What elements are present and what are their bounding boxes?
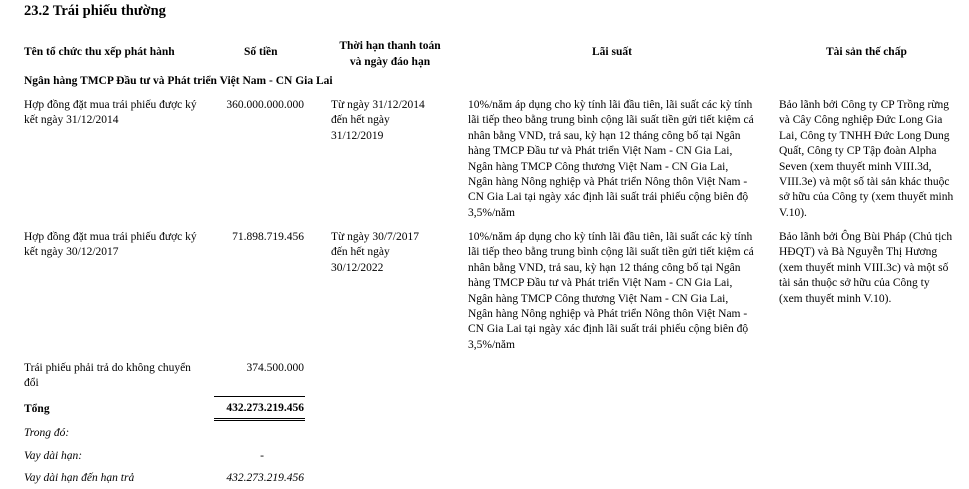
section-title: 23.2 Trái phiếu thường — [24, 3, 166, 19]
rate-line: 10%/năm áp dụng cho kỳ tính lãi đầu tiên, lãi suất các kỳ tính — [468, 99, 753, 111]
term-line: đến hết ngày — [331, 114, 390, 127]
collateral-line: Bảo lãnh bởi Ông Bùi Pháp (Chủ tịch — [779, 231, 953, 243]
rate-line: Ngân hàng Nông nghiệp và Phát triển Nông thôn Việt Nam - — [468, 176, 748, 189]
collateral-line: Quất, Công ty CP Tập đoàn Alpha — [779, 145, 937, 158]
due-label: Vay dài hạn đến hạn trả — [24, 472, 135, 484]
rate-line: 3,5%/năm — [468, 206, 515, 219]
row-2-issuer — [24, 230, 214, 261]
term-line: 31/12/2019 — [331, 129, 384, 142]
collateral-line: Bảo lãnh bởi Công ty CP Trồng rừng — [779, 99, 950, 111]
convertible-line: Trái phiếu phải trả do không chuyển — [24, 362, 191, 374]
issuer-line: kết ngày 31/12/2014 — [24, 114, 119, 127]
rate-line: Ngân hàng Nông nghiệp và Phát triển Nông thôn Việt Nam - — [468, 308, 748, 321]
row-2-term — [331, 230, 451, 276]
issuer-line: Hợp đồng đặt mua trái phiếu được ký — [24, 99, 197, 111]
collateral-line: HĐQT) và Bà Nguyễn Thị Hương — [779, 246, 938, 259]
rate-line: Ngân hàng TMCP Công thương Việt Nam - CN Gia Lai, — [468, 292, 729, 305]
header-term-line: Thời hạn thanh toán — [339, 40, 441, 52]
collateral-line: Seven (xem thuyết minh VIII.3d, — [779, 160, 932, 173]
collateral-line: (xem thuyết minh V.10). — [779, 292, 892, 305]
rate-line: Ngân hàng TMCP Công thương Việt Nam - CN Gia Lai, — [468, 160, 729, 173]
long-term-label: Vay dài hạn: — [24, 450, 83, 462]
rate-line: nhân bằng VND, trả sau, kỳ hạn 12 tháng công bố tại Ngân — [468, 129, 741, 142]
collateral-line: sở hữu của Công ty (xem thuyết minh — [779, 191, 954, 204]
bank-group-name: Ngân hàng TMCP Đầu tư và Phát triển Việt Nam - CN Gia Lai — [24, 75, 333, 87]
rate-line: nhân bằng VND, trả sau, kỳ hạn 12 tháng công bố tại Ngân — [468, 261, 741, 274]
rate-line: hàng TMCP Đầu tư và Phát triển Việt Nam - CN Gia Lai, — [468, 145, 733, 158]
collateral-line: và Cây Công nghiệp Đức Long Gia — [779, 114, 943, 127]
header-term — [325, 38, 455, 70]
long-term-amount: - — [260, 450, 264, 462]
total-label: Tổng — [24, 403, 50, 415]
header-amount: Số tiền — [244, 46, 278, 58]
row-2-rate — [468, 230, 754, 353]
convertible-amount: 374.500.000 — [246, 362, 304, 374]
row-1-collateral — [779, 98, 959, 221]
row-2-amount: 71.898.719.456 — [232, 231, 304, 243]
total-double-rule-2 — [214, 420, 305, 421]
collateral-line: (xem thuyết minh VIII.3c) và một số — [779, 261, 949, 274]
due-amount: 432.273.219.456 — [226, 472, 304, 484]
row-1-rate — [468, 98, 754, 221]
term-line: 30/12/2022 — [331, 261, 384, 274]
collateral-line: Lai, Công ty TNHH Đức Long Dung — [779, 129, 950, 142]
rate-line: 10%/năm áp dụng cho kỳ tính lãi đầu tiên, lãi suất các kỳ tính — [468, 231, 753, 243]
rate-line: CN Gia Lai tại ngày xác định lãi suất trái phiếu cộng biên độ — [468, 191, 749, 204]
rate-line: lãi tiếp theo bằng trung bình cộng lãi suất tiền gửi tiết kiệm cá — [468, 114, 754, 127]
rate-line: CN Gia Lai tại ngày xác định lãi suất trái phiếu cộng biên độ — [468, 323, 749, 336]
row-1-term — [331, 98, 451, 144]
total-amount: 432.273.219.456 — [226, 402, 304, 414]
header-collateral: Tài sản thế chấp — [826, 46, 907, 58]
rate-line: 3,5%/năm — [468, 338, 515, 351]
total-double-rule-1 — [214, 418, 305, 419]
header-issuer: Tên tổ chức thu xếp phát hành — [24, 46, 175, 58]
rate-line: hàng TMCP Đầu tư và Phát triển Việt Nam - CN Gia Lai, — [468, 277, 733, 290]
issuer-line: Hợp đồng đặt mua trái phiếu được ký — [24, 231, 197, 243]
header-term-line: và ngày đáo hạn — [349, 56, 431, 68]
collateral-line: VIII.3e) và một số tài sản khác thuộc — [779, 176, 950, 189]
header-rate: Lãi suất — [592, 46, 632, 58]
collateral-line: V.10). — [779, 206, 807, 219]
collateral-line: tài sản thuộc sở hữu của Công ty — [779, 277, 930, 290]
row-1-amount: 360.000.000.000 — [226, 99, 304, 111]
row-1-issuer — [24, 98, 214, 129]
convertible-label — [24, 361, 214, 392]
term-line: Từ ngày 30/7/2017 — [331, 231, 420, 243]
term-line: đến hết ngày — [331, 246, 390, 259]
term-line: Từ ngày 31/12/2014 — [331, 99, 425, 111]
rate-line: lãi tiếp theo bằng trung bình cộng lãi suất tiền gửi tiết kiệm cá — [468, 246, 754, 259]
of-which-label: Trong đó: — [24, 427, 70, 439]
issuer-line: kết ngày 30/12/2017 — [24, 246, 119, 259]
row-2-collateral — [779, 230, 959, 307]
convertible-line: đổi — [24, 377, 39, 390]
total-top-rule — [214, 396, 305, 397]
